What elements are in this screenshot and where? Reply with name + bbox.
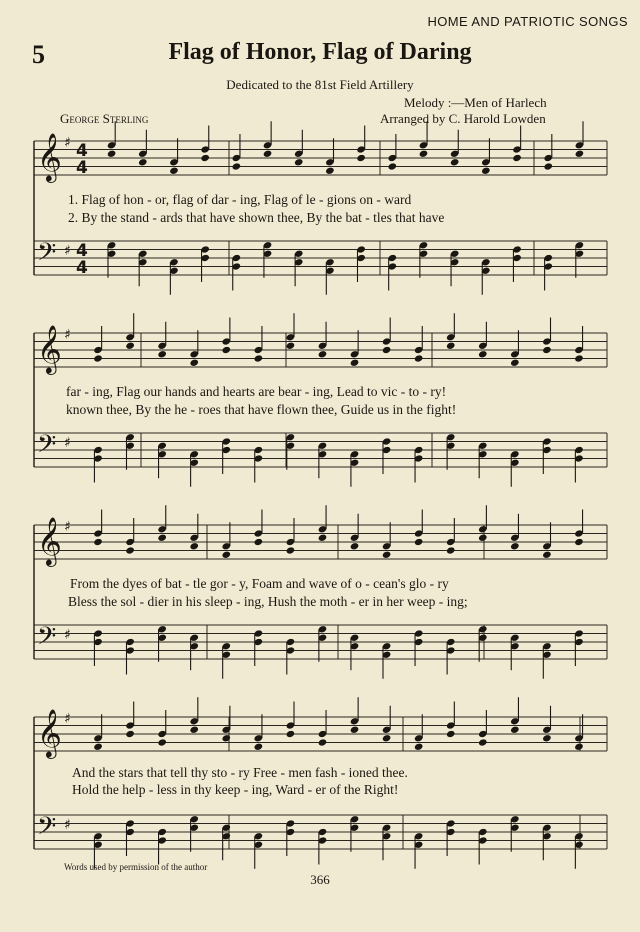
notehead xyxy=(478,738,488,746)
notehead xyxy=(318,738,328,746)
key-signature-sharp: ♯ xyxy=(64,711,71,727)
notehead xyxy=(125,342,135,350)
section-title: HOME AND PATRIOTIC SONGS xyxy=(427,14,628,29)
notehead xyxy=(478,534,488,542)
notehead xyxy=(254,354,264,362)
notehead xyxy=(542,346,552,354)
bass-clef: 𝄢 xyxy=(37,812,57,847)
time-signature-bottom: 4 xyxy=(76,258,88,278)
arranger-credit: Arranged by C. Harold Lowden xyxy=(380,111,546,126)
notehead xyxy=(318,534,328,542)
lyric-line: Hold the help - less in thy keep - ing, Ward - er of the Right! xyxy=(72,782,399,797)
lyric-line: known thee, By the he - roes that have flown thee, Guide us in the fight! xyxy=(66,402,457,417)
notehead xyxy=(254,743,264,751)
key-signature-sharp: ♯ xyxy=(64,627,71,643)
page-number: 366 xyxy=(310,872,330,887)
poet-credit: George Sterling xyxy=(60,111,149,126)
hymn-title: Flag of Honor, Flag of Daring xyxy=(168,39,472,65)
bass-clef: 𝄢 xyxy=(37,430,57,465)
notehead xyxy=(510,542,520,550)
key-signature-sharp: ♯ xyxy=(64,519,71,535)
notehead xyxy=(325,167,335,175)
notehead xyxy=(543,162,553,170)
key-signature-sharp: ♯ xyxy=(64,435,71,451)
treble-clef: 𝄞 xyxy=(37,132,62,181)
notehead xyxy=(419,150,429,158)
lyric-line: 1. Flag of hon - or, flag of dar - ing, Flag of le - gions on - ward xyxy=(68,192,412,207)
notehead xyxy=(356,154,366,162)
key-signature-sharp: ♯ xyxy=(64,327,71,343)
notehead xyxy=(414,538,424,546)
notehead xyxy=(232,162,242,170)
notehead xyxy=(350,542,360,550)
notehead xyxy=(263,150,273,158)
notehead xyxy=(93,354,103,362)
notehead xyxy=(510,359,520,367)
notehead xyxy=(189,359,199,367)
notehead xyxy=(157,534,167,542)
lyric-line: Bless the sol - dier in his sleep - ing, Hush the moth - er in her weep - ing; xyxy=(68,594,468,609)
notehead xyxy=(446,342,456,350)
notehead xyxy=(446,730,456,738)
notehead xyxy=(350,726,360,734)
notehead xyxy=(189,726,199,734)
time-signature-top: 4 xyxy=(76,241,88,261)
dedication: Dedicated to the 81st Field Artillery xyxy=(226,77,414,92)
notehead xyxy=(414,743,424,751)
notehead xyxy=(107,150,117,158)
notehead xyxy=(542,551,552,559)
notehead xyxy=(286,342,296,350)
notehead xyxy=(382,346,392,354)
time-signature-top: 4 xyxy=(76,141,88,161)
notehead xyxy=(93,743,103,751)
notehead xyxy=(286,730,296,738)
footer-credit: Words used by permission of the author xyxy=(64,862,208,872)
notehead xyxy=(382,734,392,742)
notehead xyxy=(125,546,135,554)
notehead xyxy=(574,743,584,751)
notehead xyxy=(387,162,397,170)
notehead xyxy=(446,546,456,554)
notehead xyxy=(286,546,296,554)
notehead xyxy=(382,551,392,559)
notehead xyxy=(478,350,488,358)
notehead xyxy=(574,354,584,362)
notehead xyxy=(93,538,103,546)
notehead xyxy=(350,359,360,367)
notehead xyxy=(510,726,520,734)
notehead xyxy=(221,734,231,742)
notehead xyxy=(169,167,179,175)
treble-clef: 𝄞 xyxy=(37,516,62,565)
lyric-line: far - ing, Flag our hands and hearts are bear - ing, Lead to vic - to - ry! xyxy=(66,384,447,399)
notehead xyxy=(138,158,148,166)
notehead xyxy=(318,350,328,358)
notehead xyxy=(450,158,460,166)
key-signature-sharp: ♯ xyxy=(64,243,71,259)
lyric-line: 2. By the stand - ards that have shown thee, By the bat - tles that have xyxy=(68,210,445,225)
notehead xyxy=(512,154,522,162)
bass-clef: 𝄢 xyxy=(37,238,57,273)
lyric-line: From the dyes of bat - tle gor - y, Foam and wave of o - cean's glo - ry xyxy=(70,576,449,591)
time-signature-bottom: 4 xyxy=(76,158,88,178)
notehead xyxy=(200,154,210,162)
notehead xyxy=(157,350,167,358)
notehead xyxy=(157,738,167,746)
notehead xyxy=(221,346,231,354)
lyric-line: And the stars that tell thy sto - ry Free - men fash - ioned thee. xyxy=(72,765,408,780)
notehead xyxy=(575,150,585,158)
notehead xyxy=(574,538,584,546)
melody-credit: Melody :—Men of Harlech xyxy=(404,95,547,110)
notehead xyxy=(189,542,199,550)
notehead xyxy=(254,538,264,546)
notehead xyxy=(542,734,552,742)
key-signature-sharp: ♯ xyxy=(64,817,71,833)
treble-clef: 𝄞 xyxy=(37,324,62,373)
bass-clef: 𝄢 xyxy=(37,622,57,657)
key-signature-sharp: ♯ xyxy=(64,135,71,151)
notehead xyxy=(294,158,304,166)
notehead xyxy=(414,354,424,362)
notehead xyxy=(125,730,135,738)
hymn-number: 5 xyxy=(32,40,45,69)
treble-clef: 𝄞 xyxy=(37,708,62,757)
notehead xyxy=(221,551,231,559)
notehead xyxy=(481,167,491,175)
